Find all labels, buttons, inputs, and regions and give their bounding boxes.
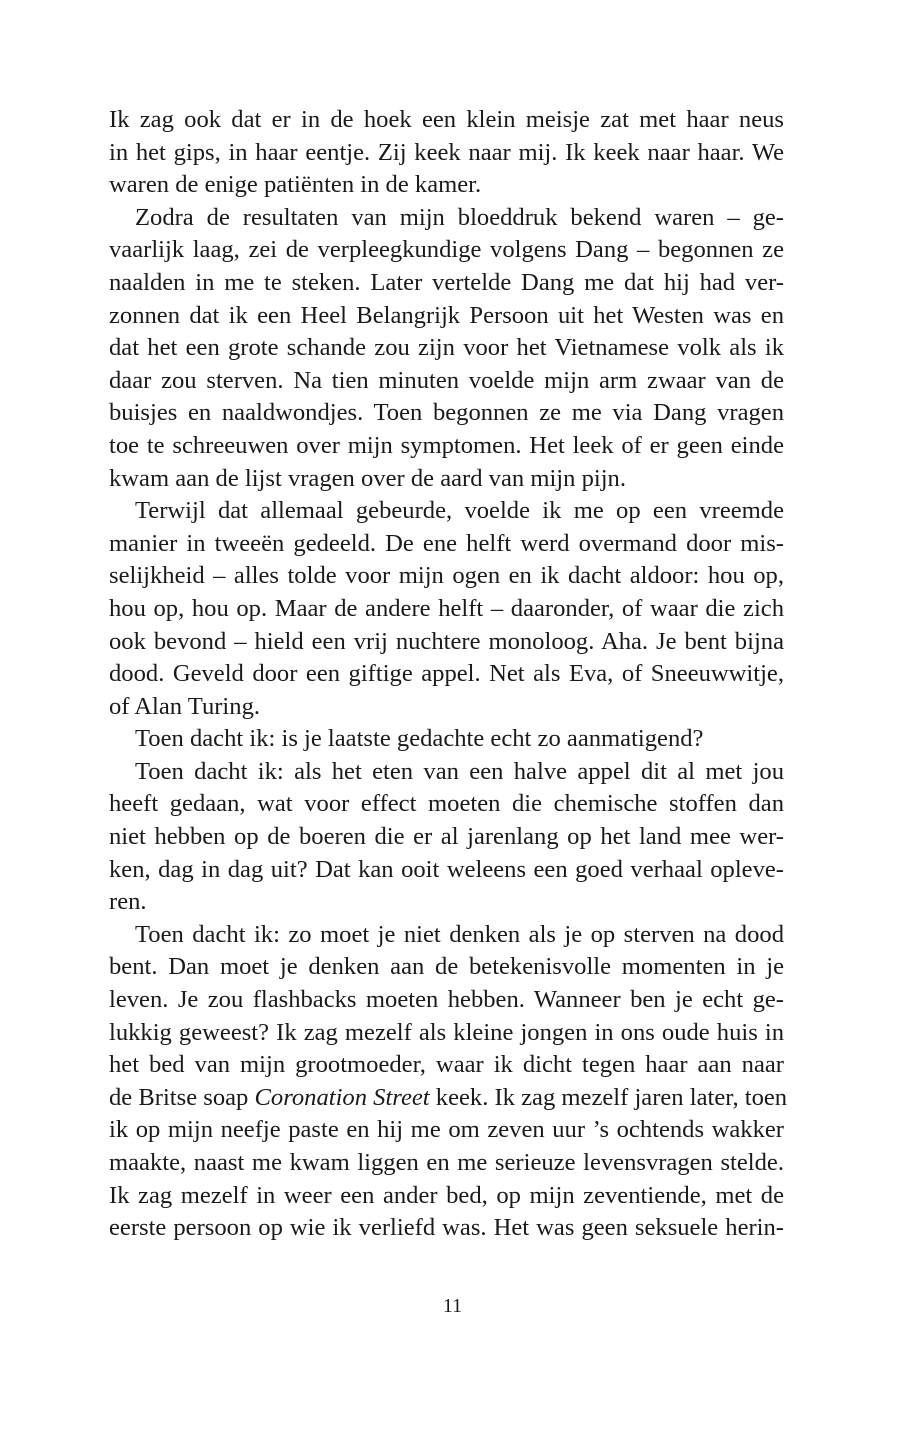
page-number: 11 — [442, 1295, 463, 1317]
text-line: Toen dacht ik: is je laatste gedachte echt zo aanmatigend? — [135, 725, 704, 753]
text-line: zonnen dat ik een Heel Belangrijk Persoon uit het Westen was en — [109, 301, 784, 329]
text-line: niet hebben op de boeren die er al jarenlang op het land mee wer- — [109, 823, 784, 851]
text-line: Toen dacht ik: zo moet je niet denken als je op sterven na dood — [135, 920, 784, 948]
text-line-with-title — [109, 1082, 788, 1115]
text-line: in het gips, in haar eentje. Zij keek naar mij. Ik keek naar haar. We — [109, 138, 784, 166]
text-line: leven. Je zou flashbacks moeten hebben. Wanneer ben je echt ge- — [109, 986, 784, 1014]
page-body — [109, 104, 788, 1245]
text-line: waren de enige patiënten in de kamer. — [109, 171, 482, 199]
text-line: bent. Dan moet je denken aan de betekenisvolle momenten in je — [109, 953, 784, 981]
text-line: dood. Geveld door een giftige appel. Net als Eva, of Sneeuwwitje, — [109, 660, 784, 688]
paragraph — [109, 919, 788, 1245]
paragraph — [109, 723, 784, 756]
text-line: toe te schreeuwen over mijn symptomen. Het leek of er geen einde — [109, 431, 784, 459]
text-line: Ik zag mezelf in weer een ander bed, op mijn zeventiende, met de — [109, 1181, 784, 1209]
text-line: dat het een grote schande zou zijn voor het Vietnamese volk als ik — [109, 334, 784, 362]
text-line: eerste persoon op wie ik verliefd was. Het was geen seksuele herin- — [109, 1214, 784, 1242]
text-line: heeft gedaan, wat voor effect moeten die chemische stoffen dan — [109, 790, 784, 818]
text-line: Zodra de resultaten van mijn bloeddruk bekend waren – ge- — [135, 203, 784, 231]
text-line: ik op mijn neefje paste en hij me om zeven uur ’s ochtends wakker — [109, 1116, 784, 1144]
text-line: hou op, hou op. Maar de andere helft – daaronder, of waar die zich — [109, 594, 784, 622]
text-line: manier in tweeën gedeeld. De ene helft werd overmand door mis- — [109, 529, 784, 557]
text-line: of Alan Turing. — [109, 692, 261, 720]
text-line: Toen dacht ik: als het eten van een halve appel dit al met jou — [135, 757, 784, 785]
paragraph — [109, 756, 784, 919]
text-line: naalden in me te steken. Later vertelde Dang me dat hij had ver- — [109, 268, 784, 296]
italic-title: Coronation Street — [254, 1083, 430, 1111]
text-segment: keek. Ik zag mezelf jaren later, toen — [429, 1083, 788, 1111]
text-line: kwam aan de lijst vragen over de aard van mijn pijn. — [109, 464, 626, 492]
paragraph — [109, 104, 784, 202]
text-line: ken, dag in dag uit? Dat kan ooit weleens een goed verhaal opleve- — [109, 855, 784, 883]
text-line: buisjes en naaldwondjes. Toen begonnen ze me via Dang vragen — [109, 399, 784, 427]
text-line: daar zou sterven. Na tien minuten voelde mijn arm zwaar van de — [109, 366, 784, 394]
paragraph — [109, 495, 784, 723]
text-line: selijkheid – alles tolde voor mijn ogen en ik dacht aldoor: hou op, — [109, 562, 784, 590]
text-line: Ik zag ook dat er in de hoek een klein meisje zat met haar neus — [109, 106, 784, 133]
paragraph — [109, 202, 784, 495]
text-line: maakte, naast me kwam liggen en me serieuze levensvragen stelde. — [109, 1149, 784, 1176]
text-line: het bed van mijn grootmoeder, waar ik dicht tegen haar aan naar — [109, 1051, 784, 1079]
text-line: ren. — [109, 888, 147, 916]
text-segment: de Britse soap — [109, 1083, 255, 1111]
text-line: lukkig geweest? Ik zag mezelf als kleine jongen in ons oude huis in — [109, 1018, 784, 1046]
text-line: vaarlijk laag, zei de verpleegkundige volgens Dang – begonnen ze — [109, 236, 784, 264]
text-line: Terwijl dat allemaal gebeurde, voelde ik me op een vreemde — [135, 497, 784, 525]
text-line: ook bevond – hield een vrij nuchtere monoloog. Aha. Je bent bijna — [109, 627, 784, 655]
